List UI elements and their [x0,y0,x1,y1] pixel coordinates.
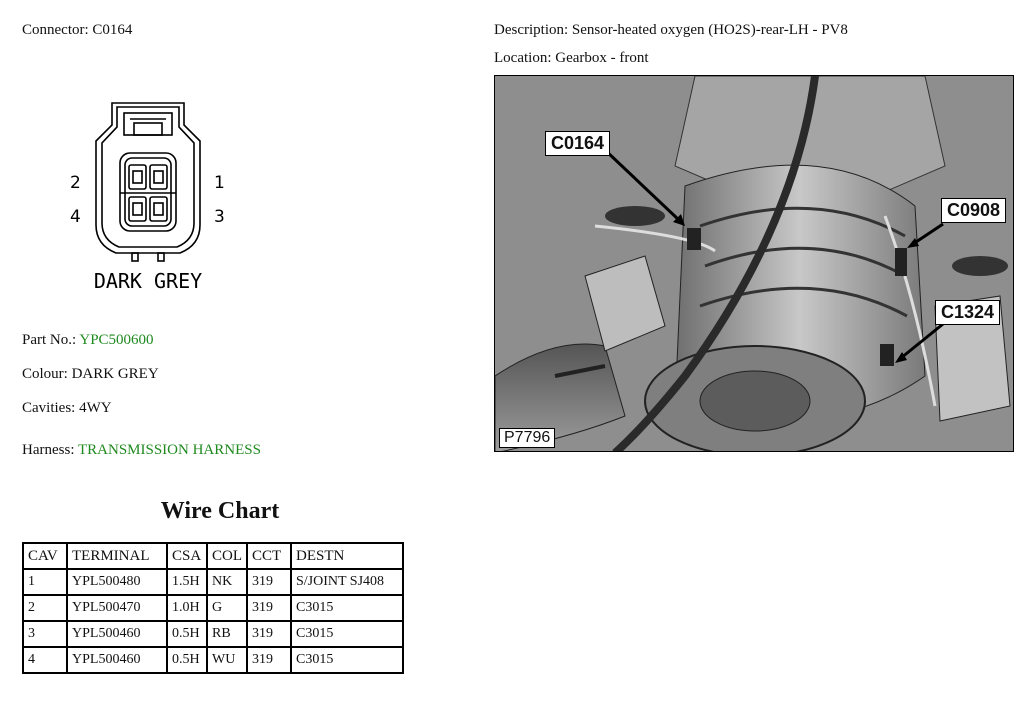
cell-cct: 319 [247,621,291,647]
cell-destn: C3015 [291,621,403,647]
table-row [23,647,403,673]
connector-line [22,21,132,39]
cell-destn: S/JOINT SJ408 [291,569,403,595]
description-value: Sensor-heated oxygen (HO2S)-rear-LH - PV8 [571,22,848,38]
cell-terminal: YPL500470 [67,595,167,621]
cell-col: G [207,595,247,621]
description-label: Description: [494,22,569,38]
location-value: Gearbox - front [555,50,649,66]
table-row [23,621,403,647]
callout-c1324: C1324 [935,300,1000,325]
pin-label-4: 4 [70,207,81,227]
connector-value: C0164 [92,22,133,38]
description-line [494,21,848,39]
cell-cav: 3 [23,621,67,647]
table-header-row [23,543,403,569]
cavities-value: 4WY [79,400,112,416]
cell-destn: C3015 [291,647,403,673]
pin-label-3: 3 [214,207,225,227]
cell-col: NK [207,569,247,595]
colour-label: Colour: [22,366,68,382]
cell-cct: 319 [247,647,291,673]
part-no-label: Part No.: [22,332,77,348]
col-header-cav: CAV [23,543,67,569]
callout-c0908: C0908 [941,198,1006,223]
table-row [23,569,403,595]
location-label: Location: [494,50,552,66]
wire-chart-table [22,542,404,674]
cell-col: WU [207,647,247,673]
figure-id: P7796 [499,428,555,448]
cell-csa: 1.0H [167,595,207,621]
harness-link[interactable]: TRANSMISSION HARNESS [77,442,261,458]
col-header-col: COL [207,543,247,569]
table-row [23,595,403,621]
cavities-label: Cavities: [22,400,76,416]
harness-label: Harness: [22,442,75,458]
cell-cav: 4 [23,647,67,673]
pin-label-1: 1 [214,173,225,193]
col-header-csa: CSA [167,543,207,569]
cell-destn: C3015 [291,595,403,621]
cell-cav: 1 [23,569,67,595]
part-no-line [22,331,154,349]
cell-csa: 0.5H [167,647,207,673]
cell-terminal: YPL500460 [67,621,167,647]
pin-label-2: 2 [70,173,81,193]
harness-line [22,441,261,459]
cell-terminal: YPL500480 [67,569,167,595]
colour-value: DARK GREY [71,366,159,382]
part-no-link[interactable]: YPC500600 [79,332,154,348]
col-header-terminal: TERMINAL [67,543,167,569]
location-photo [494,75,1014,452]
cell-cct: 319 [247,569,291,595]
col-header-destn: DESTN [291,543,403,569]
wire-chart-title: Wire Chart [160,498,280,524]
cell-csa: 0.5H [167,621,207,647]
col-header-cct: CCT [247,543,291,569]
cell-cav: 2 [23,595,67,621]
colour-line [22,365,159,383]
location-line [494,49,649,67]
cavities-line [22,399,112,417]
callout-c0164: C0164 [545,131,610,156]
diagram-caption: DARK GREY [93,269,203,293]
cell-cct: 319 [247,595,291,621]
cell-col: RB [207,621,247,647]
cell-csa: 1.5H [167,569,207,595]
connector-label: Connector: [22,22,89,38]
cell-terminal: YPL500460 [67,647,167,673]
connector-face-diagram [62,95,237,300]
